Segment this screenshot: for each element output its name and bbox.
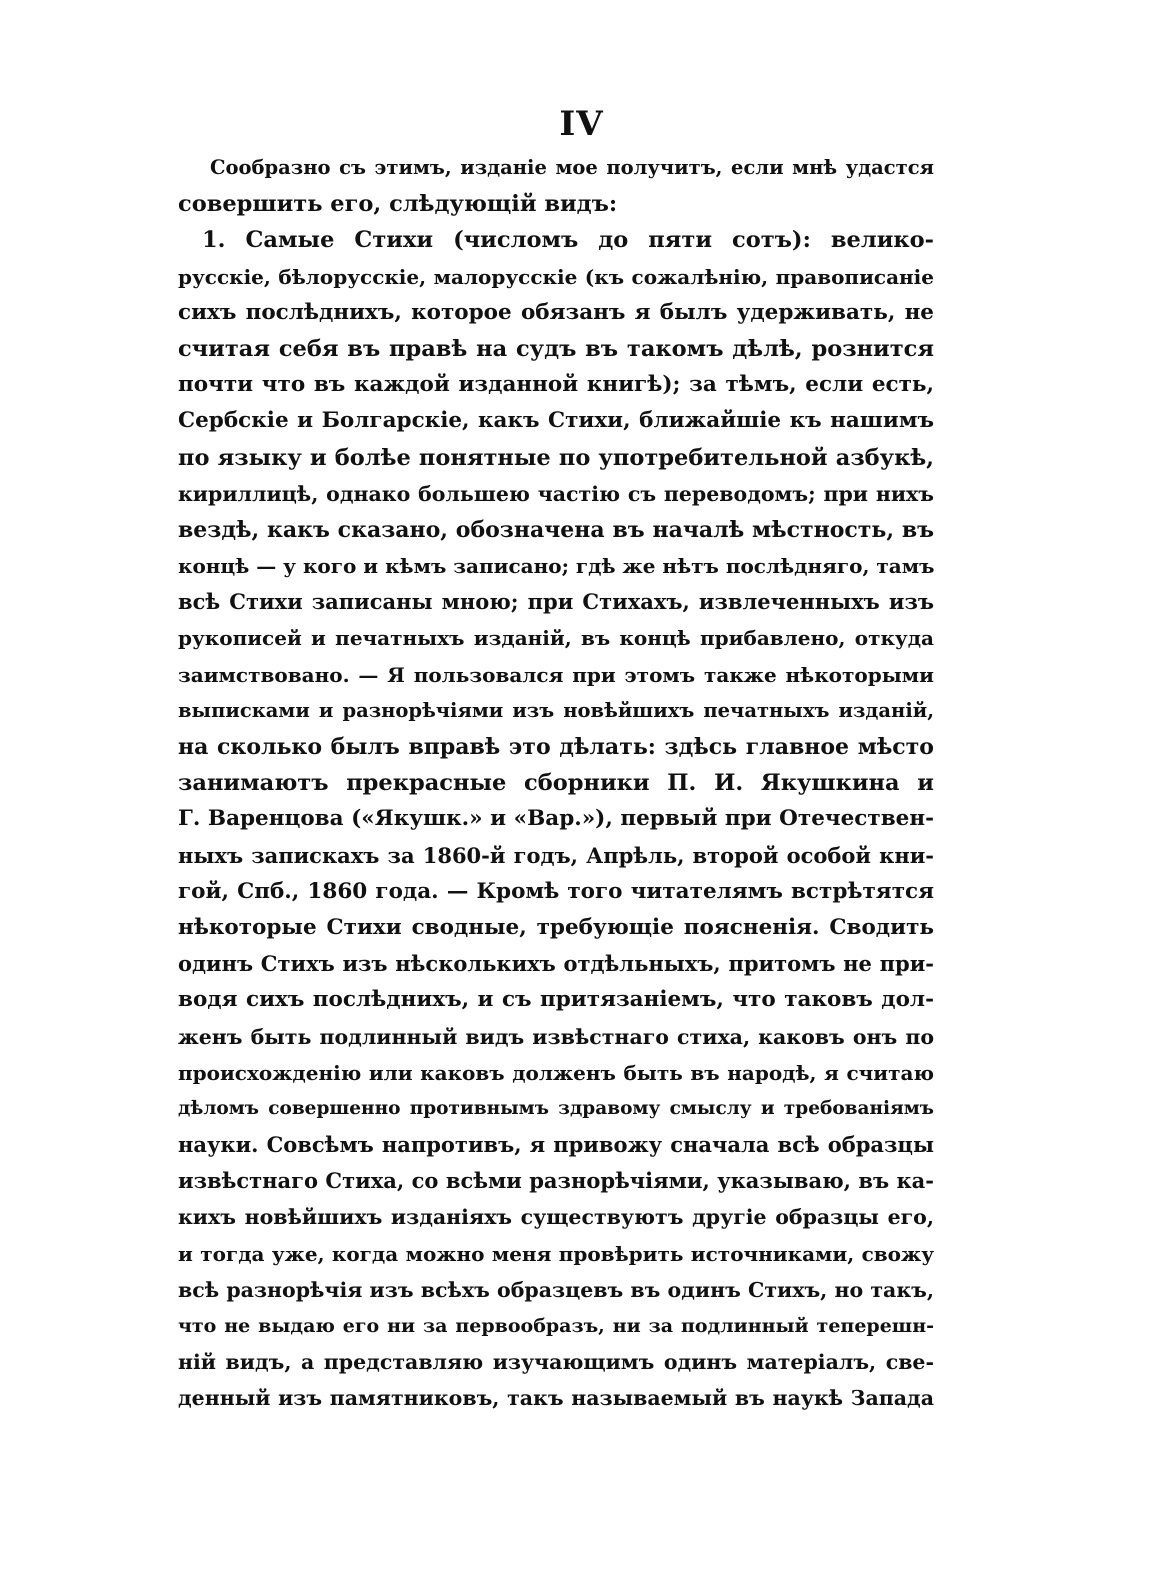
- text-line: науки. Совсѣмъ напротивъ, я привожу сначала всѣ образцы: [178, 1132, 934, 1158]
- text-line: вездѣ, какъ сказано, обозначена въ началѣ мѣстность, въ: [178, 516, 934, 543]
- text-line: дѣломъ совершенно противнымъ здравому смыслу и требованіямъ: [178, 1097, 934, 1119]
- text-line: русскіе, бѣлорусскіе, малорусскіе (къ сожалѣнію, правописаніе: [178, 264, 934, 289]
- text-line: Г. Варенцова («Якушк.» и «Вар.»), первый при Отечествен-: [178, 806, 934, 832]
- text-line: совершить его, слѣдующій видъ:: [178, 191, 618, 218]
- text-line: нѣкоторые Стихи сводные, требующіе поясненія. Сводить: [178, 914, 934, 940]
- text-line: рукописей и печатныхъ изданій, въ концѣ прибавлено, откуда: [178, 626, 934, 651]
- text-line: всѣ разнорѣчія изъ всѣхъ образцевъ въ одинъ Стихъ, но такъ,: [178, 1277, 934, 1302]
- text-line: Сербскіе и Болгарскіе, какъ Стихи, ближайшіе къ нашимъ: [178, 408, 934, 434]
- text-line: занимаютъ прекрасные сборники П. И. Якушкина и: [178, 770, 934, 797]
- text-line: почти что въ каждой изданной книгѣ); за тѣмъ, если есть,: [178, 372, 934, 398]
- text-line: происхожденію или каковъ долженъ быть въ народѣ, я считаю: [178, 1060, 934, 1085]
- text-line: по языку и болѣе понятные по употребительной азбукѣ,: [178, 444, 934, 471]
- text-line: кириллицѣ, однако большею частію съ переводомъ; при нихъ: [178, 481, 934, 506]
- text-line: гой, Спб., 1860 года. — Кромѣ того читателямъ встрѣтятся: [178, 878, 934, 904]
- text-line: и тогда уже, когда можно меня провѣрить источниками, свожу: [178, 1241, 934, 1266]
- text-line: Сообразно съ этимъ, изданіе мое получитъ, если мнѣ удастся: [210, 156, 934, 179]
- text-line: женъ быть подлинный видъ извѣстнаго стиха, каковъ онъ по: [178, 1024, 934, 1049]
- text-line: что не выдаю его ни за первообразъ, ни за подлинный теперешн-: [178, 1315, 934, 1337]
- text-line: выписками и разнорѣчіями изъ новѣйшихъ печатныхъ изданій,: [178, 698, 934, 722]
- text-line: считая себя въ правѣ на судъ въ такомъ дѣлѣ, рознится: [178, 335, 934, 362]
- text-line: заимствовано. — Я пользовался при этомъ также нѣкоторыми: [178, 662, 934, 687]
- text-line: одинъ Стихъ изъ нѣсколькихъ отдѣльныхъ, притомъ не при-: [178, 951, 934, 977]
- text-line: сихъ послѣднихъ, которое обязанъ я былъ удерживать, не: [178, 299, 934, 325]
- text-line: 1. Самые Стихи (числомъ до пяти сотъ): велико-: [202, 227, 934, 254]
- text-line: водя сихъ послѣднихъ, и съ притязаніемъ, что таковъ дол-: [178, 987, 934, 1013]
- page-number: IV: [559, 104, 604, 144]
- text-line: всѣ Стихи записаны мною; при Стихахъ, извлеченныхъ изъ: [178, 589, 934, 615]
- text-line: кихъ новѣйшихъ изданіяхъ существуютъ другіе образцы его,: [178, 1205, 934, 1230]
- text-line: концѣ — у кого и кѣмъ записано; гдѣ же нѣтъ послѣдняго, тамъ: [178, 554, 934, 579]
- body-text: [178, 150, 934, 1417]
- text-line: на сколько былъ вправѣ это дѣлать: здѣсь главное мѣсто: [178, 734, 934, 760]
- text-line: ныхъ запискахъ за 1860-й годъ, Апрѣль, второй особой кни-: [178, 842, 934, 868]
- text-line: ній видъ, а представляю изучающимъ одинъ матеріалъ, све-: [178, 1350, 934, 1375]
- text-line: извѣстнаго Стиха, со всѣми разнорѣчіями, указываю, въ ка-: [178, 1168, 934, 1194]
- text-line: денный изъ памятниковъ, такъ называемый въ наукѣ Запада: [178, 1386, 934, 1411]
